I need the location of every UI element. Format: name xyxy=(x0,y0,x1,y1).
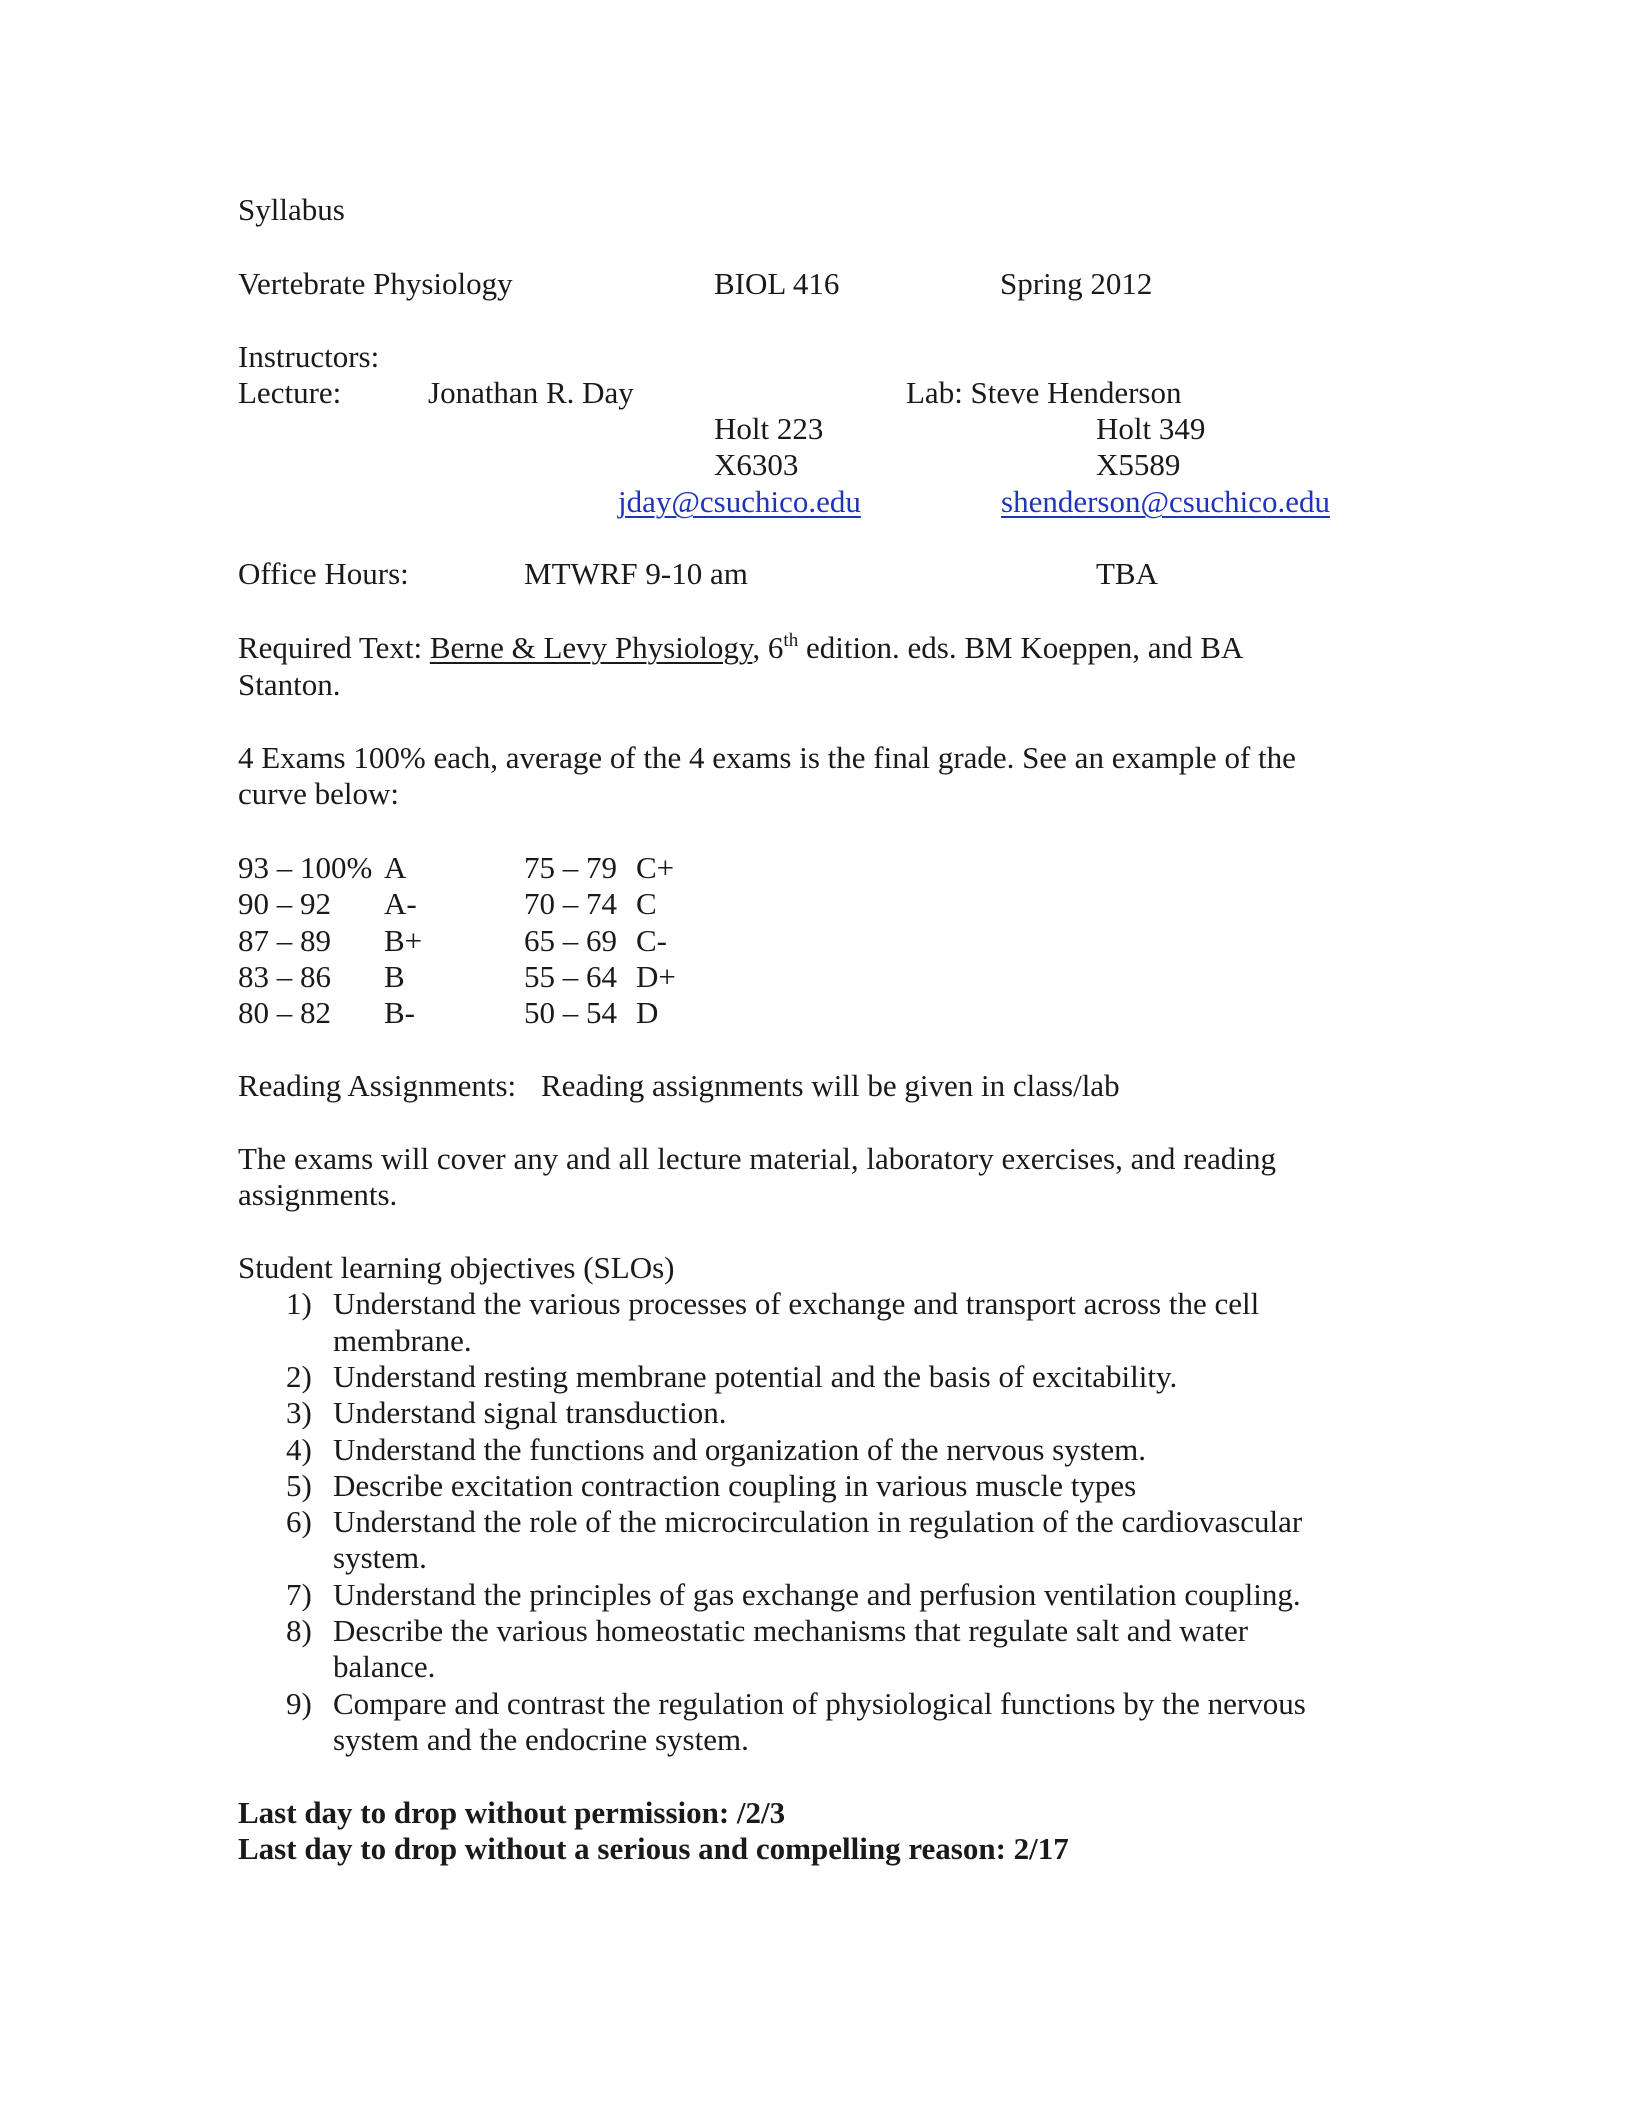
grade-range: 90 – 92 xyxy=(238,886,331,921)
slo-text: system. xyxy=(333,1540,427,1575)
required-book-title: Berne & Levy Physiology xyxy=(429,630,753,665)
grade-letter: D xyxy=(636,995,659,1030)
grade-letter: C- xyxy=(636,923,667,958)
slo-text: Understand the functions and organization of the nervous system. xyxy=(333,1432,1146,1467)
required-text-line xyxy=(238,632,1243,663)
course-code: BIOL 416 xyxy=(714,266,840,301)
slo-text: Describe the various homeostatic mechanisms that regulate salt and water xyxy=(333,1613,1249,1648)
slo-text: system and the endocrine system. xyxy=(333,1722,749,1757)
grade-letter: D+ xyxy=(636,959,676,994)
office-hours-lab: TBA xyxy=(1096,556,1158,591)
slo-text: membrane. xyxy=(333,1323,472,1358)
page-title: Syllabus xyxy=(238,192,345,227)
lecture-extension: X6303 xyxy=(714,447,799,482)
lab-office: Holt 349 xyxy=(1096,411,1206,446)
grade-letter: B+ xyxy=(384,923,423,958)
lab-instructor: Lab: Steve Henderson xyxy=(906,375,1182,410)
drop-date-line-1: Last day to drop without permission: /2/3 xyxy=(238,1795,786,1830)
slo-text: Understand resting membrane potential and the basis of excitability. xyxy=(333,1359,1178,1394)
required-text-label: Required Text: xyxy=(238,630,423,665)
grade-letter: C+ xyxy=(636,850,675,885)
grade-letter: C xyxy=(636,886,657,921)
lecture-office: Holt 223 xyxy=(714,411,824,446)
grade-letter: B- xyxy=(384,995,415,1030)
slo-number: 8) xyxy=(286,1613,312,1648)
grade-range: 55 – 64 xyxy=(524,959,617,994)
drop-date-line-2: Last day to drop without a serious and compelling reason: 2/17 xyxy=(238,1831,1069,1866)
lab-email-link[interactable]: shenderson@csuchico.edu xyxy=(1001,484,1330,519)
reading-assignments-label: Reading Assignments: xyxy=(238,1068,517,1103)
slo-number: 3) xyxy=(286,1395,312,1430)
grade-range: 87 – 89 xyxy=(238,923,331,958)
instructors-heading: Instructors: xyxy=(238,339,380,374)
grade-letter: A- xyxy=(384,886,417,921)
required-edition-number: , 6 xyxy=(752,630,784,665)
exams-line-1: 4 Exams 100% each, average of the 4 exams is the final grade. See an example of the xyxy=(238,740,1296,775)
lecture-instructor-name: Jonathan R. Day xyxy=(428,375,634,410)
required-text-rest: edition. eds. BM Koeppen, and BA xyxy=(798,630,1244,665)
grade-letter: A xyxy=(384,850,407,885)
grade-range: 75 – 79 xyxy=(524,850,617,885)
coverage-line-1: The exams will cover any and all lecture material, laboratory exercises, and reading xyxy=(238,1141,1277,1176)
slo-text: Understand the various processes of exchange and transport across the cell xyxy=(333,1286,1260,1321)
lecture-label: Lecture: xyxy=(238,375,342,410)
lecture-email-link[interactable]: jday@csuchico.edu xyxy=(618,484,861,519)
grade-range: 93 – 100% xyxy=(238,850,373,885)
grade-letter: B xyxy=(384,959,405,994)
grade-range: 70 – 74 xyxy=(524,886,617,921)
coverage-line-2: assignments. xyxy=(238,1177,398,1212)
reading-assignments-text: Reading assignments will be given in class/lab xyxy=(541,1068,1120,1103)
grade-range: 83 – 86 xyxy=(238,959,331,994)
slo-number: 5) xyxy=(286,1468,312,1503)
grade-range: 65 – 69 xyxy=(524,923,617,958)
slo-heading: Student learning objectives (SLOs) xyxy=(238,1250,675,1285)
slo-number: 9) xyxy=(286,1686,312,1721)
slo-number: 6) xyxy=(286,1504,312,1539)
slo-number: 2) xyxy=(286,1359,312,1394)
slo-number: 1) xyxy=(286,1286,312,1321)
required-text-line-2: Stanton. xyxy=(238,667,341,702)
slo-text: Understand the role of the microcirculation in regulation of the cardiovascular xyxy=(333,1504,1303,1539)
slo-number: 4) xyxy=(286,1432,312,1467)
exams-line-2: curve below: xyxy=(238,776,399,811)
office-hours-label: Office Hours: xyxy=(238,556,409,591)
lab-extension: X5589 xyxy=(1096,447,1181,482)
grade-range: 80 – 82 xyxy=(238,995,331,1030)
grade-range: 50 – 54 xyxy=(524,995,617,1030)
course-name: Vertebrate Physiology xyxy=(238,266,513,301)
slo-text: balance. xyxy=(333,1649,436,1684)
slo-text: Describe excitation contraction coupling in various muscle types xyxy=(333,1468,1137,1503)
slo-text: Compare and contrast the regulation of physiological functions by the nervous xyxy=(333,1686,1306,1721)
edition-superscript: th xyxy=(783,630,799,651)
slo-text: Understand signal transduction. xyxy=(333,1395,727,1430)
office-hours-lecture: MTWRF 9-10 am xyxy=(524,556,748,591)
slo-text: Understand the principles of gas exchange and perfusion ventilation coupling. xyxy=(333,1577,1301,1612)
slo-number: 7) xyxy=(286,1577,312,1612)
course-term: Spring 2012 xyxy=(1000,266,1153,301)
